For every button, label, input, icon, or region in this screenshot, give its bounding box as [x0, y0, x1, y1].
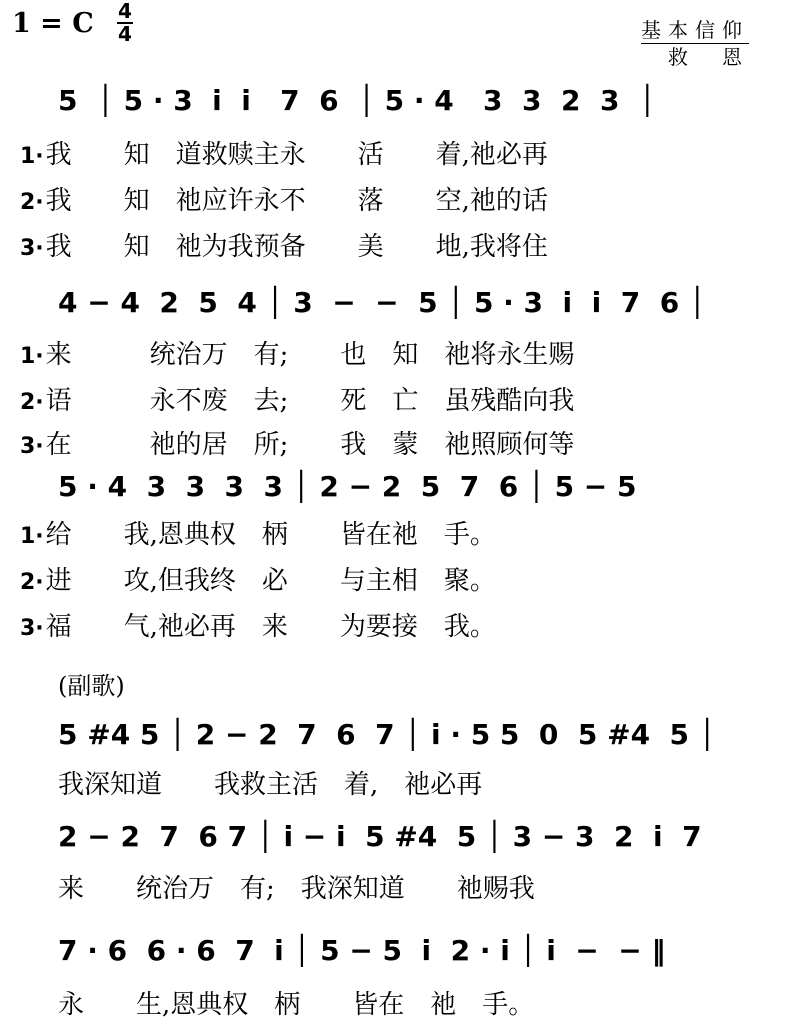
- verse-number: 1·: [20, 524, 44, 549]
- verse-number: 3·: [20, 616, 44, 641]
- song-subcategory: 救 恩: [668, 45, 749, 69]
- lyric-text: 在 祂的居 所; 我 蒙 祂照顾何等: [45, 430, 575, 460]
- lyric-text: 来 统治万 有; 也 知 祂将永生赐: [45, 340, 575, 370]
- lyric-line-3-2: [20, 560, 797, 597]
- lyric-line-3-1: [20, 514, 797, 551]
- lyric-line-2-1: [20, 334, 797, 371]
- verse-number: 2·: [20, 570, 44, 595]
- time-signature: [117, 2, 133, 44]
- song-meta: [641, 17, 749, 70]
- notation-line-2: 4 − 4 2 5 4 │ 3 − − 5 │ 5 · 3 i i 7 6 │: [58, 286, 706, 319]
- refrain-lyric-2: 来 统治万 有; 我深知道 祂赐我: [58, 874, 535, 904]
- key-signature: 1 = C: [12, 8, 94, 39]
- lyric-text: 进 攻,但我终 必 与主相 聚。: [45, 566, 496, 596]
- refrain-notation-1: 5 #4 5 │ 2 − 2 7 6 7 │ i · 5 5 0 5 #4 5 │: [58, 718, 716, 751]
- lyric-text: 我 知 祂应许永不 落 空,祂的话: [45, 186, 548, 216]
- lyric-line-3-3: [20, 606, 797, 643]
- time-signature-top: 4: [118, 0, 132, 23]
- verse-number: 1·: [20, 144, 44, 169]
- lyric-text: 语 永不废 去; 死 亡 虽残酷向我: [45, 386, 575, 416]
- lyric-text: 给 我,恩典权 柄 皆在祂 手。: [45, 520, 496, 550]
- notation-line-1: 5 │ 5 · 3 i i 7 6 │ 5 · 4 3 3 2 3 │: [58, 84, 656, 117]
- refrain-lyric-1: 我深知道 我救主活 着, 祂必再: [58, 770, 483, 800]
- lyric-text: 福 气,祂必再 来 为要接 我。: [45, 612, 496, 642]
- verse-number: 3·: [20, 434, 44, 459]
- lyric-line-2-3: [20, 424, 797, 461]
- lyric-line-1-1: [20, 134, 797, 171]
- refrain-lyric-3: 永 生,恩典权 柄 皆在 祂 手。: [58, 990, 535, 1020]
- refrain-label: (副歌): [58, 672, 125, 700]
- lyric-text: 我 知 道救赎主永 活 着,祂必再: [45, 140, 548, 170]
- refrain-notation-3: 7 · 6 6 · 6 7 i │ 5 − 5 i 2 · i │ i − − ‖: [58, 934, 666, 967]
- lyric-line-1-2: [20, 180, 797, 217]
- refrain-notation-2: 2 − 2 7 6 7 │ i − i 5 #4 5 │ 3 − 3 2 i 7: [58, 820, 702, 853]
- song-category-title: 基本信仰: [641, 18, 749, 42]
- verse-number: 2·: [20, 390, 44, 415]
- verse-number: 3·: [20, 236, 44, 261]
- time-signature-bottom: 4: [118, 22, 132, 46]
- lyric-line-2-2: [20, 380, 797, 417]
- verse-number: 1·: [20, 344, 44, 369]
- lyric-line-1-3: [20, 226, 797, 263]
- verse-number: 2·: [20, 190, 44, 215]
- notation-line-3: 5 · 4 3 3 3 3 │ 2 − 2 5 7 6 │ 5 − 5: [58, 470, 637, 503]
- lyric-text: 我 知 祂为我预备 美 地,我将住: [45, 232, 548, 262]
